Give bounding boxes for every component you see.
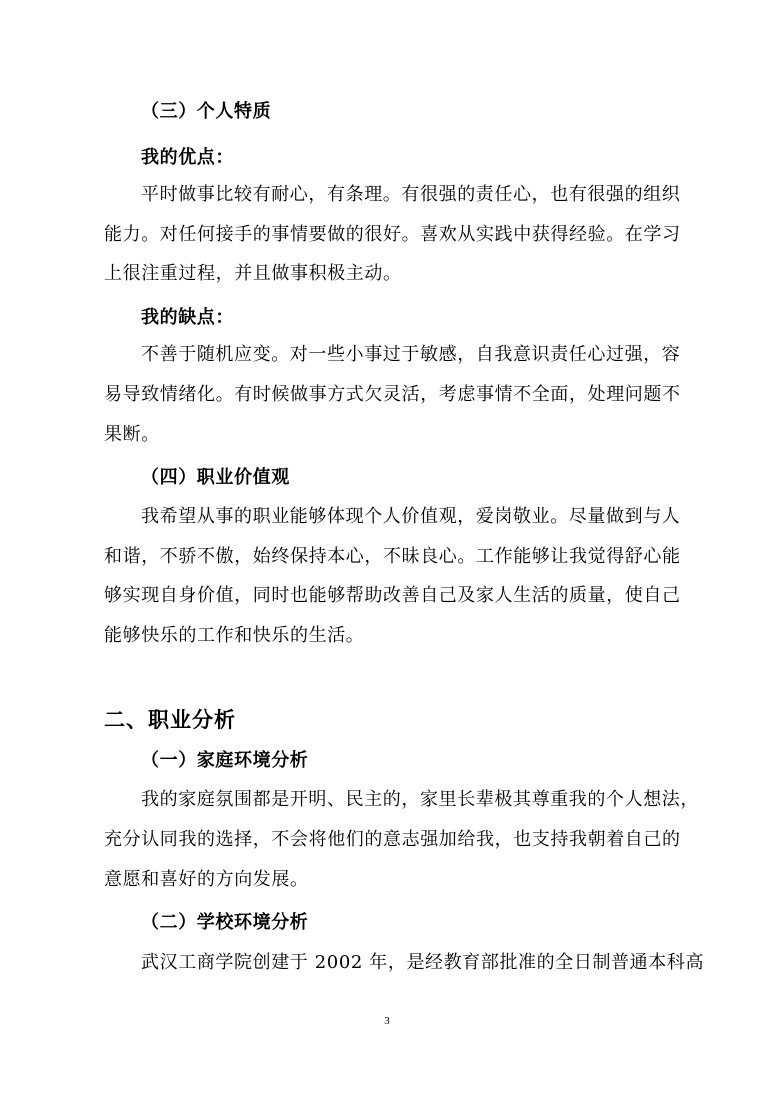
heading-career-values: （四）职业价值观 (141, 467, 290, 488)
paragraph-line: 武汉工商学院创建于 2002 年，是经教育部批准的全日制普通本科高 (141, 952, 705, 973)
paragraph-line: 能力。对任何接手的事情要做的很好。喜欢从实践中获得经验。在学习 (104, 224, 681, 245)
paragraph-line: 果断。 (104, 424, 160, 445)
paragraph-line: 够实现自身价值，同时也能够帮助改善自己及家人生活的质量，使自己 (104, 585, 681, 606)
strengths-label: 我的优点： (141, 147, 234, 168)
paragraph-line: 易导致情绪化。有时候做事方式欠灵活，考虑事情不全面，处理问题不 (104, 384, 681, 405)
paragraph-line: 不善于随机应变。对一些小事过于敏感，自我意识责任心过强，容 (141, 344, 681, 365)
paragraph-line: 我的家庭氛围都是开明、民主的，家里长辈极其尊重我的个人想法， (141, 789, 699, 810)
paragraph-line: 平时做事比较有耐心，有条理。有很强的责任心，也有很强的组织 (141, 184, 681, 205)
paragraph-line: 充分认同我的选择，不会将他们的意志强加给我，也支持我朝着自己的 (104, 829, 681, 850)
heading-personal-traits: （三）个人特质 (141, 101, 272, 122)
heading-career-analysis: 二、职业分析 (104, 707, 236, 732)
paragraph-line: 我希望从事的职业能够体现个人价值观，爱岗敬业。尽量做到与人 (141, 506, 681, 527)
paragraph-line: 上很注重过程，并且做事积极主动。 (104, 263, 402, 284)
weaknesses-label: 我的缺点： (141, 307, 234, 328)
paragraph-line: 能够快乐的工作和快乐的生活。 (104, 625, 365, 646)
page-number: 3 (384, 1015, 390, 1027)
heading-school-environment: （二）学校环境分析 (141, 912, 309, 933)
paragraph-line: 意愿和喜好的方向发展。 (104, 869, 309, 890)
heading-family-environment: （一）家庭环境分析 (141, 750, 309, 771)
paragraph-line: 和谐，不骄不傲，始终保持本心，不昧良心。工作能够让我觉得舒心能 (104, 546, 681, 567)
